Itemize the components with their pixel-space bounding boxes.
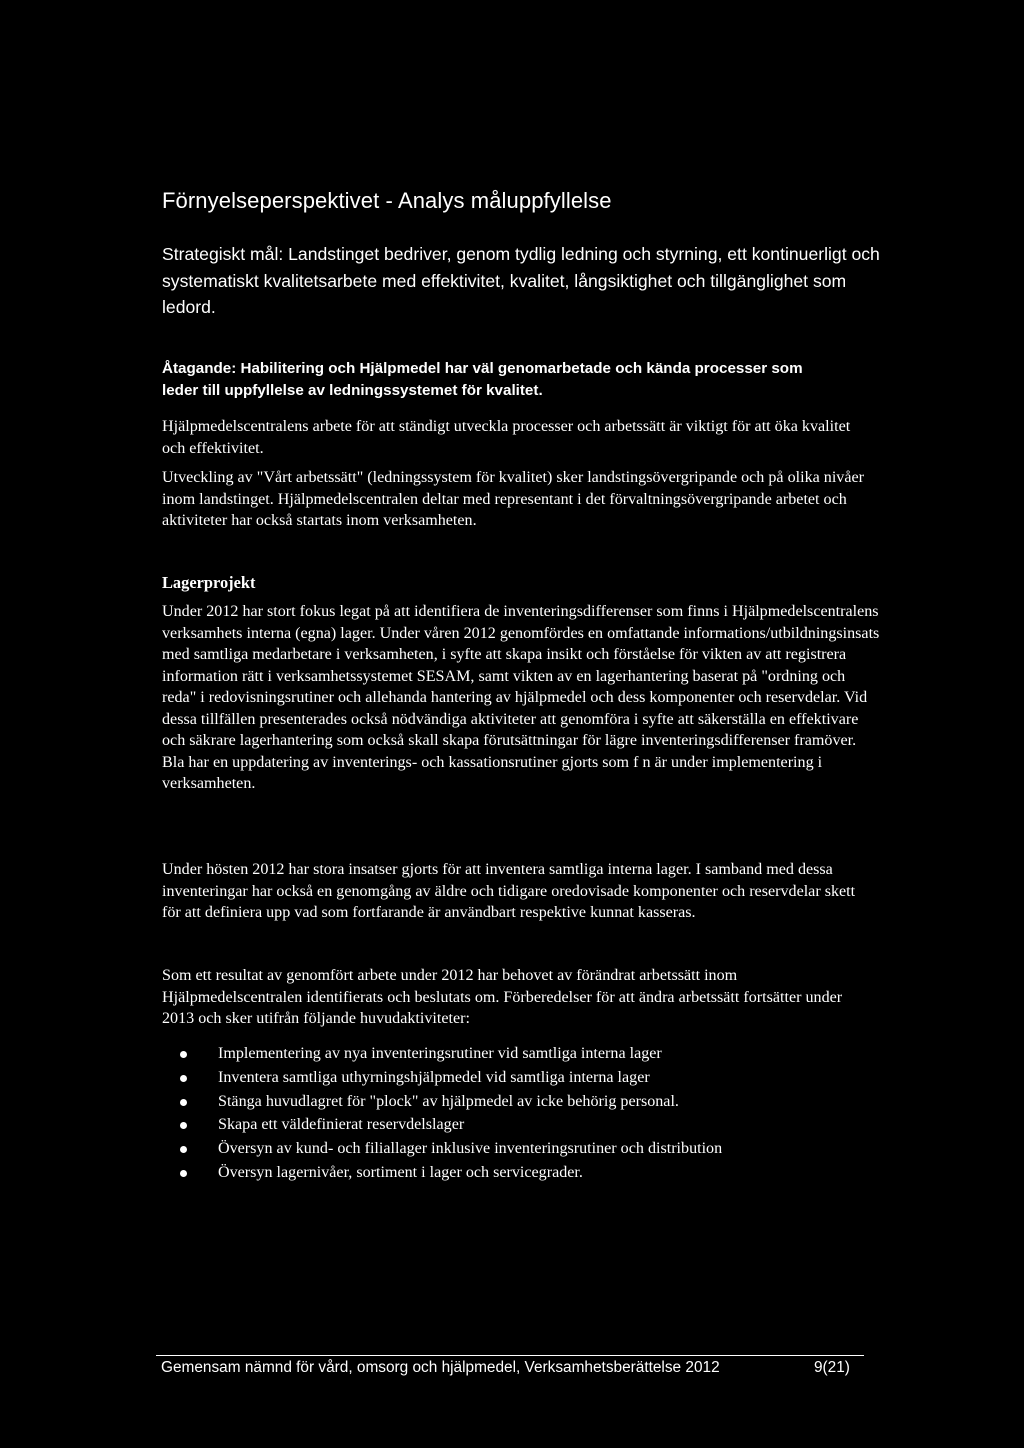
- bullet-icon: [180, 1122, 187, 1129]
- bullet-icon: [180, 1170, 187, 1177]
- list-item: [162, 1090, 882, 1114]
- bullet-icon: [180, 1051, 187, 1058]
- list-item-text: Inventera samtliga uthyrningshjälpmedel vid samtliga interna lager: [218, 1068, 650, 1086]
- list-item: [162, 1161, 882, 1185]
- paragraph-autumn-inventory: Under hösten 2012 har stora insatser gjorts för att inventera samtliga interna lager. I samband med dessa inventeringar har också en genomgång av äldre och tidigare oredovisade komponenter och reservdelar skett för att definiera upp vad som fortfarande är användbart respektive kunnat kasseras.: [162, 861, 856, 921]
- list-item-text: Implementering av nya inventeringsrutiner vid samtliga interna lager: [218, 1045, 662, 1062]
- list-item: [162, 1066, 882, 1090]
- bullet-icon: [180, 1146, 187, 1153]
- page-number: 9(21): [814, 1359, 850, 1376]
- list-item-text: Skapa ett väldefinierat reservdelslager: [218, 1116, 465, 1134]
- paragraph-result: Som ett resultat av genomfört arbete under 2012 har behovet av förändrat arbetssätt inom Hjälpmedelscentralen identifierats och beslutats om. Förberedelser för att ändra arbetssätt fortsätter under 2013 och sker utifrån följande huvudaktiviteter:: [162, 967, 843, 1027]
- list-item: [162, 1137, 882, 1161]
- list-item: [162, 1113, 882, 1137]
- strategic-goal: Strategiskt mål: Landstinget bedriver, genom tydlig ledning och styrning, ett kontinuerligt och systematiskt kvalitetsarbete med effektivitet, kvalitet, långsiktighet och tillgänglighet som ledord.: [162, 244, 880, 317]
- paragraph-process-development: Hjälpmedelscentralens arbete för att ständigt utveckla processer och arbetssätt är viktigt för att öka kvalitet och effektivitet.: [162, 418, 851, 457]
- list-item-text: Stänga huvudlagret för "plock" av hjälpmedel av icke behörig personal.: [218, 1092, 679, 1110]
- paragraph-inventory-focus: Under 2012 har stort fokus legat på att identifiera de inventeringsdifferenser som finns i Hjälpmedelscentralens verksamhets interna (egna) lager. Under våren 2012 genomfördes en omfattande informations/utbildningsinsats med samtliga medarbetare i verksamheten, i syfte att skapa insikt och förståelse för vikten av att registrera information rätt i verksamhetssystemet SESAM, samt vikten av en lagerhantering baserat på "ordning och reda" i redovisningsrutiner och allehanda hantering av hjälpmedel och dess komponenter och reservdelar. Vid dessa tillfällen presenterades också nödvändiga aktiviteter att genomföra i syfte att säkerställa en effektivare och säkrare lagerhantering som också skall skapa förutsättningar för lägre inventeringsdifferenser framöver. Bla har en uppdatering av inventerings- och kassationsrutiner gjorts som f n är under implementering i verksamheten.: [162, 603, 880, 792]
- bullet-icon: [180, 1075, 187, 1082]
- list-item-text: Översyn av kund- och filiallager inklusive inventeringsrutiner och distribution: [218, 1140, 723, 1158]
- activity-list: [162, 1042, 882, 1185]
- page-title: Förnyelseperspektivet - Analys måluppfyllelse: [162, 188, 612, 213]
- footer-divider: [156, 1355, 864, 1356]
- list-item-text: Översyn lagernivåer, sortiment i lager och servicegrader.: [218, 1163, 583, 1181]
- footer-text: Gemensam nämnd för vård, omsorg och hjälpmedel, Verksamhetsberättelse 2012: [161, 1359, 720, 1376]
- bullet-icon: [180, 1099, 187, 1106]
- section-heading-lagerprojekt: Lagerprojekt: [162, 573, 256, 592]
- commitment-statement: Åtagande: Habilitering och Hjälpmedel har väl genomarbetade och kända processer som leder till uppfyllelse av ledningssystemet för kvalitet.: [162, 360, 803, 399]
- paragraph-working-methods: Utveckling av "Vårt arbetssätt" (ledningssystem för kvalitet) sker landstingsövergripande och på olika nivåer inom landstinget. Hjälpmedelscentralen deltar med representant i det förvaltningsövergripande arbetet och aktiviteter har också startats inom verksamheten.: [162, 469, 864, 529]
- list-item: [162, 1042, 882, 1066]
